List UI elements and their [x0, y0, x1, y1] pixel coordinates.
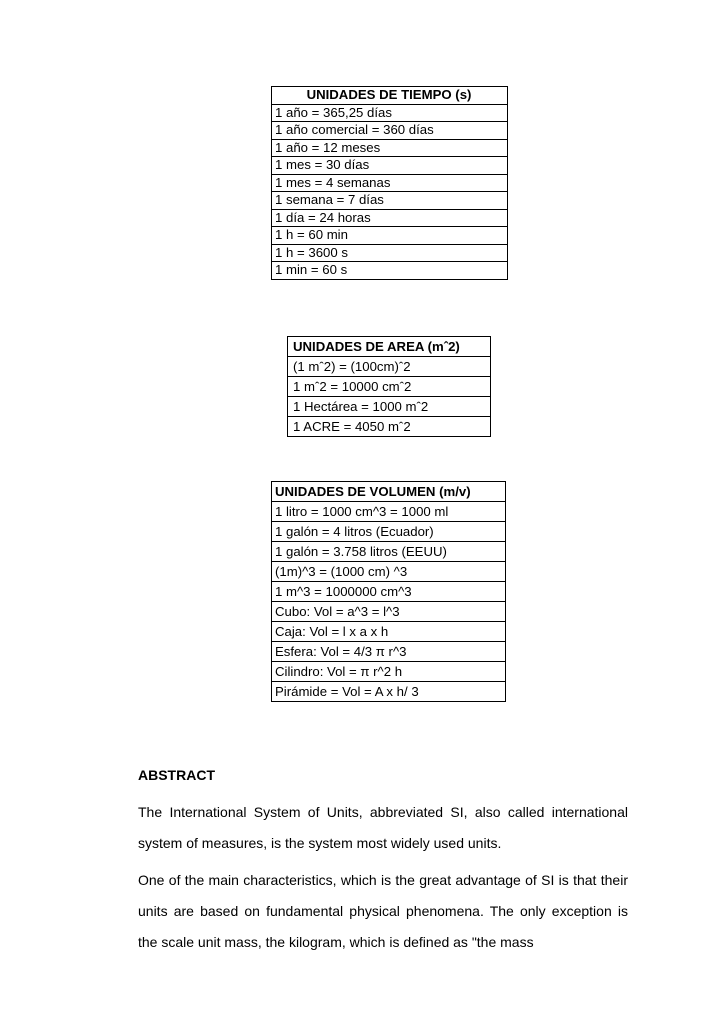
volume-unit-row: (1m)^3 = (1000 cm) ^3: [272, 562, 506, 582]
area-unit-row: 1 Hectárea = 1000 mˆ2: [288, 397, 491, 417]
time-unit-row: 1 mes = 30 días: [272, 157, 508, 175]
area-units-table: [287, 336, 491, 437]
time-unit-row: 1 h = 3600 s: [272, 244, 508, 262]
volume-units-header: UNIDADES DE VOLUMEN (m/v): [272, 482, 506, 502]
volume-unit-row: 1 litro = 1000 cm^3 = 1000 ml: [272, 502, 506, 522]
volume-unit-row: 1 galón = 4 litros (Ecuador): [272, 522, 506, 542]
area-unit-row: (1 mˆ2) = (100cm)ˆ2: [288, 357, 491, 377]
volume-unit-row: 1 galón = 3.758 litros (EEUU): [272, 542, 506, 562]
abstract-paragraph: One of the main characteristics, which is the great advantage of SI is that their units are based on fundamental physical phenomena. The only exception is the scale unit mass, the kilogram, which is defined as "the mass: [138, 872, 628, 950]
time-unit-row: 1 año = 12 meses: [272, 139, 508, 157]
volume-unit-row: Pirámide = Vol = A x h/ 3: [272, 682, 506, 702]
abstract-heading: ABSTRACT: [138, 767, 215, 783]
volume-unit-row: 1 m^3 = 1000000 cm^3: [272, 582, 506, 602]
time-unit-row: 1 año comercial = 360 días: [272, 122, 508, 140]
volume-unit-row: Caja: Vol = l x a x h: [272, 622, 506, 642]
volume-unit-row: Esfera: Vol = 4/3 π r^3: [272, 642, 506, 662]
volume-unit-row: Cilindro: Vol = π r^2 h: [272, 662, 506, 682]
volume-unit-row: Cubo: Vol = a^3 = l^3: [272, 602, 506, 622]
time-unit-row: 1 h = 60 min: [272, 227, 508, 245]
time-units-header: UNIDADES DE TIEMPO (s): [272, 87, 508, 105]
time-unit-row: 1 día = 24 horas: [272, 209, 508, 227]
area-units-header: UNIDADES DE AREA (mˆ2): [288, 337, 491, 357]
area-unit-row: 1 ACRE = 4050 mˆ2: [288, 417, 491, 437]
time-unit-row: 1 año = 365,25 días: [272, 104, 508, 122]
volume-units-table: [271, 481, 506, 702]
area-unit-row: 1 mˆ2 = 10000 cmˆ2: [288, 377, 491, 397]
time-unit-row: 1 min = 60 s: [272, 262, 508, 280]
time-units-table: [271, 86, 508, 280]
abstract-paragraph: The International System of Units, abbreviated SI, also called international system of measures, is the system most widely used units.: [138, 804, 628, 851]
time-unit-row: 1 mes = 4 semanas: [272, 174, 508, 192]
time-unit-row: 1 semana = 7 días: [272, 192, 508, 210]
